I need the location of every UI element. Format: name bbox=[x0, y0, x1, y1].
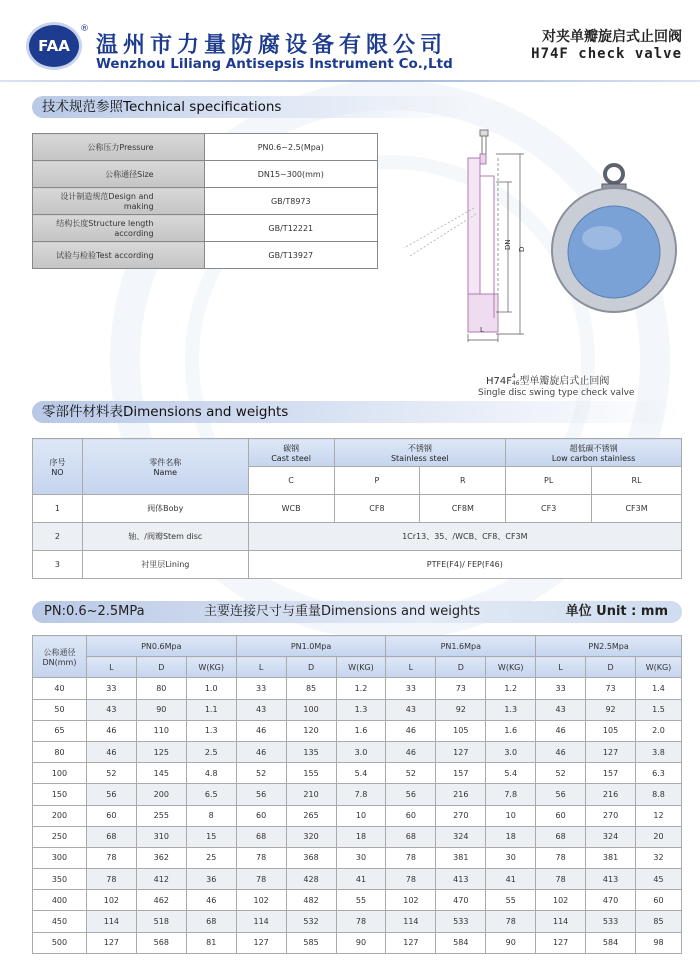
dn-label: DN bbox=[504, 239, 512, 250]
dim-value: 46 bbox=[186, 890, 236, 911]
dim-value: 2.5 bbox=[186, 741, 236, 762]
part-name: 轴、/阀瓣Stem disc bbox=[82, 523, 248, 551]
dim-value: 43 bbox=[386, 699, 436, 720]
dim-value: 56 bbox=[536, 784, 586, 805]
dim-value: 73 bbox=[436, 678, 486, 699]
header-low-carbon: 超低碳不锈钢 Low carbon stainless bbox=[506, 439, 682, 467]
d-label: D bbox=[518, 246, 526, 252]
dim-value: 362 bbox=[136, 847, 186, 868]
table-row bbox=[33, 699, 682, 720]
dim-value: 8 bbox=[186, 805, 236, 826]
dim-value: 78 bbox=[86, 847, 136, 868]
valve-photo bbox=[552, 165, 676, 312]
dimensions-table bbox=[32, 635, 682, 954]
header-sub: D bbox=[136, 657, 186, 678]
dn-value: 150 bbox=[33, 784, 87, 805]
dim-value: 73 bbox=[586, 678, 636, 699]
dim-value: 3.0 bbox=[336, 741, 386, 762]
dim-value: 52 bbox=[386, 763, 436, 784]
dim-value: 6.5 bbox=[186, 784, 236, 805]
dim-value: 413 bbox=[586, 869, 636, 890]
dim-value: 533 bbox=[436, 911, 486, 932]
dim-value: 518 bbox=[136, 911, 186, 932]
dim-value: 127 bbox=[86, 932, 136, 953]
dim-value: 8.8 bbox=[636, 784, 682, 805]
dim-value: 532 bbox=[286, 911, 336, 932]
dim-value: 585 bbox=[286, 932, 336, 953]
header-pn-group: PN1.6Mpa bbox=[386, 636, 536, 657]
dim-value: 1.5 bbox=[636, 699, 682, 720]
dim-value: 55 bbox=[486, 890, 536, 911]
material-value: PTFE(F4)/ FEP(F46) bbox=[248, 551, 681, 579]
dim-value: 46 bbox=[86, 720, 136, 741]
dim-value: 412 bbox=[136, 869, 186, 890]
dim-value: 413 bbox=[436, 869, 486, 890]
header-sub: L bbox=[386, 657, 436, 678]
dn-value: 350 bbox=[33, 869, 87, 890]
spec-row bbox=[33, 215, 378, 242]
dim-value: 52 bbox=[536, 763, 586, 784]
l-label: L bbox=[480, 326, 484, 334]
dn-value: 100 bbox=[33, 763, 87, 784]
dim-value: 33 bbox=[386, 678, 436, 699]
dim-value: 1.2 bbox=[486, 678, 536, 699]
material-code: RL bbox=[592, 467, 682, 495]
header-sub: L bbox=[536, 657, 586, 678]
spec-label: 结构长度Structure length according bbox=[33, 215, 205, 242]
dim-value: 428 bbox=[286, 869, 336, 890]
dim-value: 127 bbox=[536, 932, 586, 953]
product-name-en: H74F check valve bbox=[531, 46, 682, 62]
dim-value: 46 bbox=[536, 741, 586, 762]
unit-label: 单位 Unit : mm bbox=[565, 604, 668, 619]
dim-value: 102 bbox=[536, 890, 586, 911]
table-row bbox=[33, 763, 682, 784]
dim-value: 15 bbox=[186, 826, 236, 847]
dn-value: 200 bbox=[33, 805, 87, 826]
drawing-caption-cn: H74F 4 46 型单瓣旋启式止回阀 bbox=[486, 374, 610, 387]
header-cast-steel: 碳钢 Cast steel bbox=[248, 439, 334, 467]
spec-row bbox=[33, 161, 378, 188]
parts-title: 零部件材料表Dimensions and weights bbox=[32, 401, 682, 423]
pn-range: PN:0.6~2.5MPa bbox=[44, 604, 145, 619]
header-sub: W(KG) bbox=[636, 657, 682, 678]
dim-value: 1.3 bbox=[486, 699, 536, 720]
dn-value: 400 bbox=[33, 890, 87, 911]
dim-value: 114 bbox=[536, 911, 586, 932]
dim-value: 25 bbox=[186, 847, 236, 868]
dim-value: 78 bbox=[236, 847, 286, 868]
dim-value: 60 bbox=[636, 890, 682, 911]
dim-value: 46 bbox=[236, 720, 286, 741]
dim-value: 85 bbox=[286, 678, 336, 699]
spec-row bbox=[33, 242, 378, 269]
dim-value: 78 bbox=[86, 869, 136, 890]
dim-value: 68 bbox=[386, 826, 436, 847]
dim-value: 3.0 bbox=[486, 741, 536, 762]
dim-value: 60 bbox=[386, 805, 436, 826]
dim-value: 210 bbox=[286, 784, 336, 805]
dim-value: 1.6 bbox=[486, 720, 536, 741]
dim-value: 46 bbox=[86, 741, 136, 762]
dim-value: 1.3 bbox=[186, 720, 236, 741]
dim-value: 1.1 bbox=[186, 699, 236, 720]
material-code: PL bbox=[506, 467, 592, 495]
dim-value: 78 bbox=[236, 869, 286, 890]
dn-value: 65 bbox=[33, 720, 87, 741]
dim-value: 46 bbox=[236, 741, 286, 762]
dim-value: 533 bbox=[586, 911, 636, 932]
dim-value: 120 bbox=[286, 720, 336, 741]
table-row bbox=[33, 890, 682, 911]
header-stainless: 不锈钢 Stainless steel bbox=[334, 439, 506, 467]
part-no: 2 bbox=[33, 523, 83, 551]
dim-value: 78 bbox=[386, 847, 436, 868]
dim-value: 1.6 bbox=[336, 720, 386, 741]
dim-value: 90 bbox=[336, 932, 386, 953]
dim-value: 110 bbox=[136, 720, 186, 741]
dim-value: 12 bbox=[636, 805, 682, 826]
spec-value: DN15~300(mm) bbox=[204, 161, 377, 188]
dim-value: 216 bbox=[436, 784, 486, 805]
dn-value: 450 bbox=[33, 911, 87, 932]
dim-value: 92 bbox=[586, 699, 636, 720]
dim-value: 41 bbox=[486, 869, 536, 890]
dim-value: 114 bbox=[386, 911, 436, 932]
material-code: R bbox=[420, 467, 506, 495]
table-row bbox=[33, 805, 682, 826]
header-dn: 公称通径 DN(mm) bbox=[33, 636, 87, 678]
header-sub: D bbox=[286, 657, 336, 678]
dn-value: 500 bbox=[33, 932, 87, 953]
dim-value: 200 bbox=[136, 784, 186, 805]
dim-value: 3.8 bbox=[636, 741, 682, 762]
dim-value: 56 bbox=[386, 784, 436, 805]
dim-value: 68 bbox=[86, 826, 136, 847]
dim-value: 90 bbox=[486, 932, 536, 953]
dim-value: 102 bbox=[86, 890, 136, 911]
dim-value: 1.3 bbox=[336, 699, 386, 720]
table-row bbox=[33, 826, 682, 847]
dim-value: 125 bbox=[136, 741, 186, 762]
material-value: CF8M bbox=[420, 495, 506, 523]
table-row bbox=[33, 720, 682, 741]
table-row bbox=[33, 784, 682, 805]
material-value: 1Cr13、35、/WCB、CF8、CF3M bbox=[248, 523, 681, 551]
dim-value: 92 bbox=[436, 699, 486, 720]
table-row bbox=[33, 678, 682, 699]
dim-value: 127 bbox=[436, 741, 486, 762]
material-code: P bbox=[334, 467, 420, 495]
dim-value: 78 bbox=[486, 911, 536, 932]
dim-value: 10 bbox=[486, 805, 536, 826]
dn-value: 80 bbox=[33, 741, 87, 762]
dim-value: 46 bbox=[386, 720, 436, 741]
page-header bbox=[0, 0, 700, 84]
dim-value: 1.2 bbox=[336, 678, 386, 699]
spec-value: GB/T12221 bbox=[204, 215, 377, 242]
dim-value: 270 bbox=[436, 805, 486, 826]
dn-value: 40 bbox=[33, 678, 87, 699]
dim-value: 80 bbox=[136, 678, 186, 699]
dim-value: 157 bbox=[586, 763, 636, 784]
dimensions-title: 主要连接尺寸与重量Dimensions and weights bbox=[204, 604, 481, 619]
dim-value: 30 bbox=[486, 847, 536, 868]
dim-value: 584 bbox=[436, 932, 486, 953]
dim-value: 216 bbox=[586, 784, 636, 805]
dim-value: 4.8 bbox=[186, 763, 236, 784]
table-row bbox=[33, 523, 682, 551]
spec-label: 公称压力Pressure bbox=[33, 134, 205, 161]
dim-value: 114 bbox=[236, 911, 286, 932]
company-name-en: Wenzhou Liliang Antisepsis Instrument Co.,Ltd bbox=[96, 56, 453, 72]
dim-value: 324 bbox=[586, 826, 636, 847]
dim-value: 127 bbox=[586, 741, 636, 762]
drawing-caption-en: Single disc swing type check valve bbox=[478, 388, 635, 398]
header-pn-group: PN0.6Mpa bbox=[86, 636, 236, 657]
dim-value: 255 bbox=[136, 805, 186, 826]
dim-value: 78 bbox=[536, 869, 586, 890]
material-value: CF3 bbox=[506, 495, 592, 523]
dim-value: 43 bbox=[236, 699, 286, 720]
product-name-cn: 对夹单瓣旋启式止回阀 bbox=[542, 29, 682, 45]
dim-value: 56 bbox=[86, 784, 136, 805]
dim-value: 41 bbox=[336, 869, 386, 890]
spec-row bbox=[33, 134, 378, 161]
part-name: 阀体Boby bbox=[82, 495, 248, 523]
dim-value: 81 bbox=[186, 932, 236, 953]
part-no: 1 bbox=[33, 495, 83, 523]
dn-value: 300 bbox=[33, 847, 87, 868]
table-row bbox=[33, 551, 682, 579]
dim-value: 33 bbox=[236, 678, 286, 699]
header-sub: D bbox=[586, 657, 636, 678]
material-code: C bbox=[248, 467, 334, 495]
dim-value: 52 bbox=[86, 763, 136, 784]
dim-value: 1.0 bbox=[186, 678, 236, 699]
dim-value: 105 bbox=[436, 720, 486, 741]
dim-value: 584 bbox=[586, 932, 636, 953]
faa-logo: FAA bbox=[26, 22, 82, 70]
dim-value: 30 bbox=[336, 847, 386, 868]
dim-value: 10 bbox=[336, 805, 386, 826]
dim-value: 135 bbox=[286, 741, 336, 762]
spec-label: 公称通径Size bbox=[33, 161, 205, 188]
dim-value: 68 bbox=[186, 911, 236, 932]
table-row bbox=[33, 932, 682, 953]
dim-value: 20 bbox=[636, 826, 682, 847]
dim-value: 320 bbox=[286, 826, 336, 847]
dim-value: 43 bbox=[536, 699, 586, 720]
dim-value: 1.4 bbox=[636, 678, 682, 699]
material-value: WCB bbox=[248, 495, 334, 523]
header-pn-group: PN2.5Mpa bbox=[536, 636, 682, 657]
table-row bbox=[33, 911, 682, 932]
header-pn-group: PN1.0Mpa bbox=[236, 636, 386, 657]
header-sub: W(KG) bbox=[336, 657, 386, 678]
dim-value: 381 bbox=[436, 847, 486, 868]
dim-value: 568 bbox=[136, 932, 186, 953]
spec-row bbox=[33, 188, 378, 215]
dim-value: 33 bbox=[86, 678, 136, 699]
dim-value: 102 bbox=[386, 890, 436, 911]
company-name-cn: 温州市力量防腐设备有限公司 bbox=[96, 33, 448, 58]
spec-value: GB/T13927 bbox=[204, 242, 377, 269]
parts-table bbox=[32, 438, 682, 579]
spec-value: PN0.6~2.5(Mpa) bbox=[204, 134, 377, 161]
dim-value: 310 bbox=[136, 826, 186, 847]
dim-value: 5.4 bbox=[336, 763, 386, 784]
spec-label: 设计制造规范Design and making bbox=[33, 188, 205, 215]
table-row bbox=[33, 847, 682, 868]
material-value: CF8 bbox=[334, 495, 420, 523]
dim-value: 33 bbox=[536, 678, 586, 699]
dim-value: 102 bbox=[236, 890, 286, 911]
dim-value: 7.8 bbox=[486, 784, 536, 805]
dim-value: 157 bbox=[436, 763, 486, 784]
header-sub: W(KG) bbox=[186, 657, 236, 678]
dim-value: 55 bbox=[336, 890, 386, 911]
dim-value: 68 bbox=[536, 826, 586, 847]
dim-value: 18 bbox=[336, 826, 386, 847]
dim-value: 5.4 bbox=[486, 763, 536, 784]
dim-value: 155 bbox=[286, 763, 336, 784]
dn-value: 250 bbox=[33, 826, 87, 847]
dim-value: 105 bbox=[586, 720, 636, 741]
dim-value: 45 bbox=[636, 869, 682, 890]
dim-value: 46 bbox=[536, 720, 586, 741]
dim-value: 470 bbox=[436, 890, 486, 911]
spec-value: GB/T8973 bbox=[204, 188, 377, 215]
dim-value: 98 bbox=[636, 932, 682, 953]
registered-mark-icon: ® bbox=[80, 24, 89, 34]
header-divider bbox=[0, 80, 700, 82]
dim-value: 68 bbox=[236, 826, 286, 847]
tech-spec-title: 技术规范参照Technical specifications bbox=[32, 96, 472, 118]
dim-value: 46 bbox=[386, 741, 436, 762]
header-name: 零件名称 Name bbox=[82, 439, 248, 495]
dim-value: 145 bbox=[136, 763, 186, 784]
header-no: 序号 NO bbox=[33, 439, 83, 495]
dim-value: 381 bbox=[586, 847, 636, 868]
dim-value: 127 bbox=[386, 932, 436, 953]
dn-value: 50 bbox=[33, 699, 87, 720]
header-sub: L bbox=[236, 657, 286, 678]
dim-value: 462 bbox=[136, 890, 186, 911]
dim-value: 7.8 bbox=[336, 784, 386, 805]
dim-value: 36 bbox=[186, 869, 236, 890]
dim-value: 56 bbox=[236, 784, 286, 805]
valve-drawing bbox=[396, 128, 696, 408]
dim-value: 60 bbox=[236, 805, 286, 826]
material-value: CF3M bbox=[592, 495, 682, 523]
dim-value: 470 bbox=[586, 890, 636, 911]
dim-value: 2.0 bbox=[636, 720, 682, 741]
header-sub: W(KG) bbox=[486, 657, 536, 678]
dim-value: 85 bbox=[636, 911, 682, 932]
spec-label: 试验与检验Test according bbox=[33, 242, 205, 269]
table-row bbox=[33, 495, 682, 523]
dim-value: 127 bbox=[236, 932, 286, 953]
dim-value: 6.3 bbox=[636, 763, 682, 784]
dimensions-title-bar bbox=[32, 601, 682, 623]
header-sub: L bbox=[86, 657, 136, 678]
dim-value: 265 bbox=[286, 805, 336, 826]
dim-value: 100 bbox=[286, 699, 336, 720]
dim-value: 43 bbox=[86, 699, 136, 720]
part-no: 3 bbox=[33, 551, 83, 579]
dim-value: 78 bbox=[336, 911, 386, 932]
dim-value: 78 bbox=[386, 869, 436, 890]
dim-value: 32 bbox=[636, 847, 682, 868]
header-sub: D bbox=[436, 657, 486, 678]
dim-value: 324 bbox=[436, 826, 486, 847]
dim-value: 114 bbox=[86, 911, 136, 932]
dim-value: 60 bbox=[86, 805, 136, 826]
dim-value: 60 bbox=[536, 805, 586, 826]
table-row bbox=[33, 741, 682, 762]
dim-value: 482 bbox=[286, 890, 336, 911]
part-name: 衬里层Lining bbox=[82, 551, 248, 579]
table-row bbox=[33, 869, 682, 890]
dim-value: 270 bbox=[586, 805, 636, 826]
section-view bbox=[404, 130, 498, 332]
dim-value: 52 bbox=[236, 763, 286, 784]
dim-value: 18 bbox=[486, 826, 536, 847]
dim-value: 78 bbox=[536, 847, 586, 868]
dim-value: 90 bbox=[136, 699, 186, 720]
dim-value: 368 bbox=[286, 847, 336, 868]
tech-spec-table bbox=[32, 133, 378, 269]
